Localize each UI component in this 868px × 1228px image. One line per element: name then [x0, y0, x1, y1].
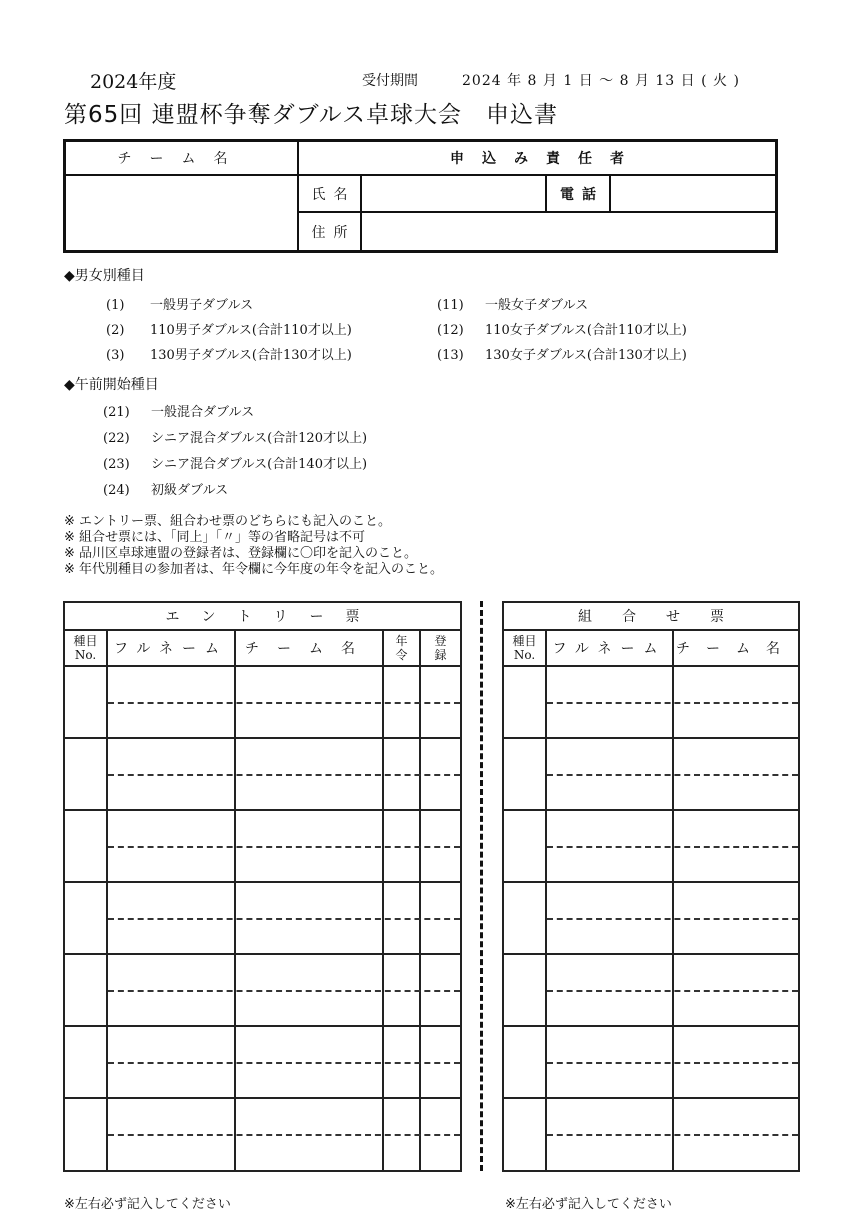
event-number: (21) [103, 405, 130, 420]
age-cell[interactable] [384, 1063, 419, 1096]
event-no-cell[interactable] [65, 1027, 106, 1097]
team-name-cell[interactable] [674, 703, 798, 736]
fullname-cell[interactable] [547, 883, 672, 918]
age-header [384, 631, 419, 665]
registered-cell[interactable] [421, 955, 460, 990]
fullname-cell[interactable] [108, 703, 234, 736]
event-no-cell[interactable] [504, 1027, 545, 1097]
event-number: (2) [106, 323, 125, 338]
fullname-cell[interactable] [108, 775, 234, 808]
phone-field[interactable] [611, 176, 775, 211]
team-name-field[interactable] [66, 176, 297, 250]
fullname-cell[interactable] [108, 667, 234, 702]
dashed-separator [547, 1134, 798, 1136]
team-name-cell[interactable] [674, 955, 798, 990]
team-name-cell[interactable] [236, 703, 382, 736]
event-no-header [65, 631, 106, 665]
age-cell[interactable] [384, 1135, 419, 1168]
fullname-cell[interactable] [547, 955, 672, 990]
fullname-cell[interactable] [547, 1099, 672, 1134]
registered-cell[interactable] [421, 703, 460, 736]
team-name-cell[interactable] [236, 667, 382, 702]
team-name-cell[interactable] [674, 811, 798, 846]
event-label: 一般女子ダブルス [485, 298, 589, 313]
age-cell[interactable] [384, 1099, 419, 1134]
registered-cell[interactable] [421, 667, 460, 702]
event-item [106, 319, 352, 338]
fullname-cell[interactable] [547, 703, 672, 736]
fullname-header: フルネーム [552, 641, 667, 657]
reception-period-label: 受付期間 [362, 73, 418, 89]
age-cell[interactable] [384, 1027, 419, 1062]
team-name-cell[interactable] [674, 739, 798, 774]
dashed-separator [108, 1062, 460, 1064]
team-name-cell[interactable] [674, 1135, 798, 1168]
age-cell[interactable] [384, 955, 419, 990]
fullname-cell[interactable] [547, 1027, 672, 1062]
team-name-cell[interactable] [674, 1027, 798, 1062]
event-item [437, 319, 687, 338]
dashed-separator [108, 1134, 460, 1136]
fullname-cell[interactable] [108, 991, 234, 1024]
fullname-cell[interactable] [547, 847, 672, 880]
fullname-cell[interactable] [108, 883, 234, 918]
event-no-cell[interactable] [504, 811, 545, 881]
dashed-separator [108, 774, 460, 776]
team-name-cell[interactable] [236, 775, 382, 808]
event-number: (23) [103, 457, 130, 472]
event-number: (1) [106, 298, 125, 313]
event-item [103, 427, 367, 446]
registered-cell[interactable] [421, 1063, 460, 1096]
event-item [437, 344, 687, 363]
event-label: 一般男子ダブルス [150, 298, 254, 313]
team-name-cell[interactable] [236, 811, 382, 846]
team-name-cell[interactable] [674, 1099, 798, 1134]
team-name-cell[interactable] [236, 991, 382, 1024]
team-name-header: チーム名 [245, 641, 373, 657]
fullname-cell[interactable] [108, 811, 234, 846]
fullname-header: フルネーム [113, 641, 229, 657]
registered-cell[interactable] [421, 991, 460, 1024]
age-cell[interactable] [384, 703, 419, 736]
dashed-separator [108, 990, 460, 992]
event-no-cell[interactable] [65, 739, 106, 809]
note-line: ※ 組合せ票には、「同上」「〃」等の省略記号は不可 [64, 530, 366, 545]
fullname-cell[interactable] [547, 739, 672, 774]
reception-period-value: 2024 年 8 月 1 日 〜 8 月 13 日 ( 火 ) [462, 73, 740, 89]
event-no-header-line1: 種目 [73, 634, 98, 648]
team-name-cell[interactable] [236, 739, 382, 774]
team-name-header: チーム名 [676, 641, 796, 657]
event-label: 130女子ダブルス(合計130才以上) [485, 348, 687, 363]
dashed-separator [547, 990, 798, 992]
dashed-separator [547, 774, 798, 776]
event-no-cell[interactable] [504, 883, 545, 953]
fullname-cell[interactable] [547, 667, 672, 702]
phone-label: 電話 [560, 186, 604, 203]
registered-cell[interactable] [421, 811, 460, 846]
event-number: (13) [437, 348, 464, 363]
cut-line [480, 601, 483, 1171]
event-item [103, 401, 254, 420]
team-name-cell[interactable] [674, 883, 798, 918]
fullname-cell[interactable] [108, 1135, 234, 1168]
dashed-separator [547, 918, 798, 920]
age-cell[interactable] [384, 811, 419, 846]
registered-cell[interactable] [421, 919, 460, 952]
address-field[interactable] [362, 213, 775, 250]
registered-header-line1: 登 [434, 634, 447, 648]
age-cell[interactable] [384, 667, 419, 702]
morning-events-heading: ◆午前開始種目 [64, 377, 159, 393]
address-label: 住所 [311, 224, 356, 241]
fullname-cell[interactable] [108, 1027, 234, 1062]
team-name-cell[interactable] [236, 919, 382, 952]
event-no-cell[interactable] [504, 1099, 545, 1169]
name-field[interactable] [362, 176, 545, 211]
fullname-cell[interactable] [547, 919, 672, 952]
event-no-header [504, 631, 545, 665]
event-number: (12) [437, 323, 464, 338]
team-name-cell[interactable] [236, 847, 382, 880]
team-name-cell[interactable] [236, 1135, 382, 1168]
registered-cell[interactable] [421, 1099, 460, 1134]
event-label: シニア混合ダブルス(合計120才以上) [151, 431, 368, 446]
fullname-cell[interactable] [108, 847, 234, 880]
age-header-line1: 年 [395, 634, 408, 648]
event-number: (22) [103, 431, 130, 446]
team-name-cell[interactable] [236, 1027, 382, 1062]
registered-header [421, 631, 460, 665]
event-number: (3) [106, 348, 125, 363]
pairing-table [502, 601, 800, 1172]
fullname-cell[interactable] [547, 991, 672, 1024]
fullname-cell[interactable] [108, 1099, 234, 1134]
event-no-header-line2: No. [513, 648, 536, 662]
age-cell[interactable] [384, 991, 419, 1024]
team-name-cell[interactable] [674, 1063, 798, 1096]
note-line: ※ 品川区卓球連盟の登録者は、登録欄に〇印を記入のこと。 [64, 546, 418, 561]
event-no-cell[interactable] [504, 667, 545, 737]
fullname-cell[interactable] [547, 811, 672, 846]
name-label: 氏名 [311, 186, 356, 203]
gender-events-heading: ◆男女別種目 [64, 268, 145, 284]
registered-cell[interactable] [421, 775, 460, 808]
team-name-cell[interactable] [236, 883, 382, 918]
team-name-cell[interactable] [236, 1099, 382, 1134]
event-no-cell[interactable] [65, 1099, 106, 1169]
pairing-table-title: 組合せ票 [578, 609, 754, 625]
footer-note-left: ※左右必ず記入してください [64, 1197, 231, 1212]
event-item [103, 453, 367, 472]
age-header-line2: 令 [395, 648, 408, 662]
event-label: 一般混合ダブルス [151, 405, 255, 420]
fullname-cell[interactable] [108, 1063, 234, 1096]
registered-cell[interactable] [421, 883, 460, 918]
entry-table [63, 601, 462, 1172]
age-cell[interactable] [384, 739, 419, 774]
registered-cell[interactable] [421, 1135, 460, 1168]
team-name-cell[interactable] [674, 775, 798, 808]
page-title: 第65回 連盟杯争奪ダブルス卓球大会 申込書 [64, 102, 558, 128]
fullname-cell[interactable] [547, 775, 672, 808]
event-item [437, 294, 588, 313]
team-name-cell[interactable] [236, 1063, 382, 1096]
event-no-cell[interactable] [65, 667, 106, 737]
dashed-separator [547, 1062, 798, 1064]
entry-table-title: エントリー票 [165, 609, 382, 625]
team-name-cell[interactable] [236, 955, 382, 990]
fullname-cell[interactable] [108, 739, 234, 774]
registered-cell[interactable] [421, 739, 460, 774]
fiscal-year: 2024年度 [90, 71, 177, 93]
event-label: 110女子ダブルス(合計110才以上) [485, 323, 687, 338]
age-cell[interactable] [384, 775, 419, 808]
event-no-cell[interactable] [504, 955, 545, 1025]
note-line: ※ 年代別種目の参加者は、年令欄に今年度の年令を記入のこと。 [64, 562, 444, 577]
event-number: (11) [437, 298, 464, 313]
team-name-cell[interactable] [674, 667, 798, 702]
age-cell[interactable] [384, 919, 419, 952]
applicant-table [63, 139, 778, 253]
age-cell[interactable] [384, 847, 419, 880]
event-label: シニア混合ダブルス(合計140才以上) [151, 457, 368, 472]
team-name-cell[interactable] [674, 847, 798, 880]
team-name-header: チーム名 [117, 151, 246, 167]
event-no-cell[interactable] [65, 955, 106, 1025]
event-label: 130男子ダブルス(合計130才以上) [150, 348, 352, 363]
event-item [106, 294, 253, 313]
team-name-cell[interactable] [674, 919, 798, 952]
event-no-header-line2: No. [74, 648, 97, 662]
event-label: 110男子ダブルス(合計110才以上) [150, 323, 352, 338]
event-no-cell[interactable] [504, 739, 545, 809]
note-line: ※ エントリー票、組合わせ票のどちらにも記入のこと。 [64, 514, 392, 529]
event-item [106, 344, 352, 363]
fullname-cell[interactable] [547, 1063, 672, 1096]
dashed-separator [108, 918, 460, 920]
dashed-separator [547, 846, 798, 848]
event-no-cell[interactable] [65, 883, 106, 953]
registered-cell[interactable] [421, 847, 460, 880]
dashed-separator [108, 702, 460, 704]
fullname-cell[interactable] [108, 919, 234, 952]
responsible-person-header: 申込み責任者 [450, 151, 642, 167]
footer-note-right: ※左右必ず記入してください [505, 1197, 672, 1212]
age-cell[interactable] [384, 883, 419, 918]
dashed-separator [547, 702, 798, 704]
event-no-cell[interactable] [65, 811, 106, 881]
event-item [103, 479, 228, 498]
registered-cell[interactable] [421, 1027, 460, 1062]
registered-header-line2: 録 [434, 648, 447, 662]
fullname-cell[interactable] [547, 1135, 672, 1168]
dashed-separator [108, 846, 460, 848]
event-number: (24) [103, 483, 130, 498]
team-name-cell[interactable] [674, 991, 798, 1024]
event-no-header-line1: 種目 [512, 634, 537, 648]
event-label: 初級ダブルス [151, 483, 229, 498]
fullname-cell[interactable] [108, 955, 234, 990]
